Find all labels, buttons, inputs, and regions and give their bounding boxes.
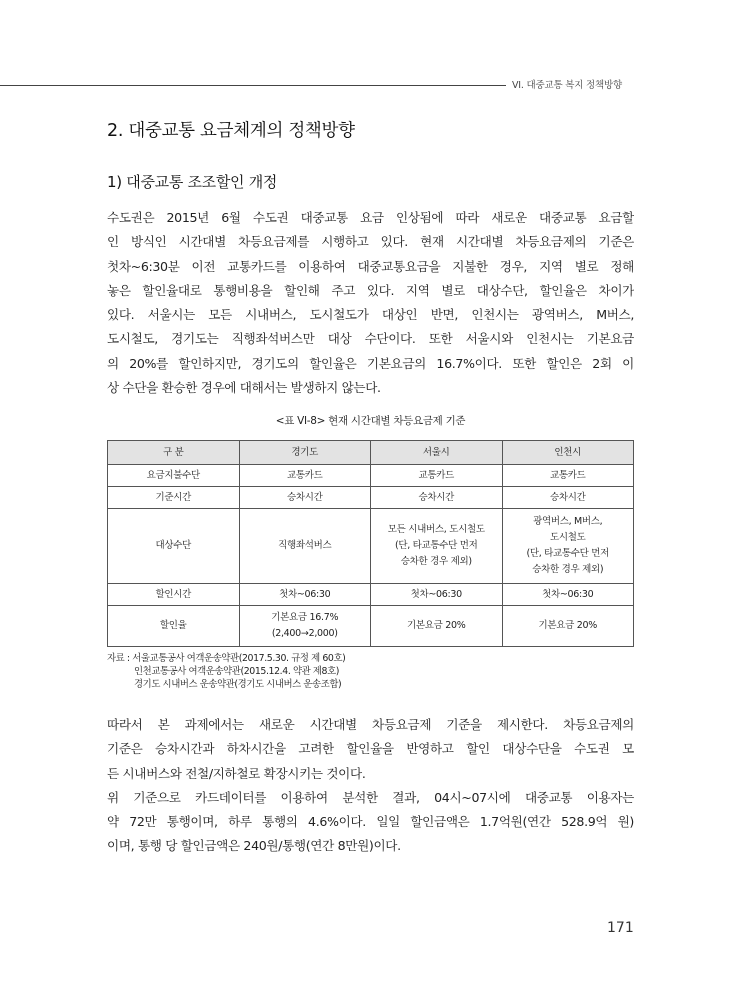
cell-text: 승차시간 (418, 491, 454, 503)
paragraph-line: 있다. 서울시는 모든 시내버스, 도시철도가 대상인 반면, 인천시는 광역버스, M버스, (107, 307, 634, 323)
table-row (108, 509, 634, 584)
paragraph-line: 수도권은 2015년 6월 수도권 대중교통 요금 인상됨에 따라 새로운 대중교통 요금할 (107, 210, 634, 225)
paragraph-line: 약 72만 통행이며, 하루 통행의 4.6%이다. 일일 할인금액은 1.7억원(연간 528.9억 원) (107, 814, 634, 830)
table-cell (502, 509, 634, 584)
table-caption: <표 VI-8> 현재 시간대별 차등요금제 기준 (275, 415, 466, 427)
cell-text: 승차시간 (549, 491, 586, 503)
cell-text: 직행좌석버스 (278, 540, 332, 551)
row-label: 기준시간 (108, 487, 240, 509)
source-line: 경기도 시내버스 운송약관(경기도 시내버스 운송조합) (134, 679, 342, 691)
table-cell (239, 509, 371, 584)
running-header: VI. 대중교통 복지 정책방향 (512, 80, 622, 91)
table-cell (239, 465, 371, 487)
table-cell (239, 487, 371, 509)
paragraph-line: 인 방식인 시간대별 차등요금제를 시행하고 있다. 현재 시간대별 차등요금제의 기준은 (107, 234, 634, 250)
table-row (108, 584, 634, 606)
source-text: 서울교통공사 여객운송약관(2017.5.30. 규정 제 60호) (132, 653, 346, 664)
table-cell (502, 584, 634, 606)
cell-text: 기본요금 20% (407, 620, 466, 631)
table-cell (502, 487, 634, 509)
table-cell (239, 584, 371, 606)
table-row (108, 606, 634, 647)
cell-text: 교통카드 (549, 469, 586, 481)
paragraph-line: 기준은 승차시간과 하차시간을 고려한 할인율을 반영하고 할인 대상수단을 수도권 모 (107, 741, 634, 757)
paragraph-line: 도시철도, 경기도는 직행좌석버스만 대상 수단이다. 또한 서울시와 인천시는 기본요금 (107, 331, 634, 347)
cell-text: 첫차~06:30 (279, 588, 331, 600)
cell-text: 도시철도 (549, 532, 586, 543)
body-paragraph-1 (107, 206, 634, 400)
table-header-cell: 경기도 (239, 441, 371, 465)
cell-text: (2,400→2,000) (271, 628, 338, 639)
cell-text: 기본요금 16.7% (271, 612, 339, 623)
table-row (108, 465, 634, 487)
table-header-cell: 구 분 (108, 441, 240, 465)
subsection-title: 1) 대중교통 조조할인 개정 (107, 173, 278, 191)
cell-text: 광역버스, M버스, (533, 516, 603, 527)
cell-text: (단, 타교통수단 먼저 (526, 548, 610, 559)
cell-text: 모든 시내버스, 도시철도 (387, 524, 485, 535)
row-label: 대상수단 (108, 509, 240, 584)
row-label: 할인율 (108, 606, 240, 647)
cell-text: (단, 타교통수단 먼저 (394, 540, 478, 551)
row-label: 요금지불수단 (108, 465, 240, 487)
source-line: 인천교통공사 여객운송약관(2015.12.4. 약관 제8호) (134, 666, 340, 678)
cell-text: 승차시간 (286, 491, 323, 503)
cell-text: 교통카드 (286, 469, 323, 481)
table-cell (371, 606, 503, 647)
table-header-row (108, 441, 634, 465)
row-label: 할인시간 (108, 584, 240, 606)
body-paragraph-2 (107, 713, 634, 859)
table-cell (371, 584, 503, 606)
cell-text: 교통카드 (418, 469, 454, 481)
paragraph-line: 이며, 통행 당 할인금액은 240원/통행(연간 8만원)이다. (107, 838, 401, 854)
table-header-cell: 인천시 (502, 441, 634, 465)
cell-text: 승차한 경우 제외) (532, 564, 604, 575)
paragraph-line: 의 20%를 할인하지만, 경기도의 할인율은 기본요금의 16.7%이다. 또한 할인은 2회 이 (107, 355, 634, 371)
table-cell (371, 509, 503, 584)
source-line (107, 652, 345, 665)
cell-text: 승차한 경우 제외) (400, 556, 472, 567)
paragraph-line: 놓은 할인율대로 통행비용을 할인해 주고 있다. 지역 별로 대상수단, 할인율은 차이가 (107, 282, 634, 298)
cell-text: 첫차~06:30 (410, 588, 462, 600)
paragraph-line: 위 기준으로 카드데이터를 이용하여 분석한 결과, 04시~07시에 대중교통 이용자는 (107, 789, 634, 805)
fare-policy-table (107, 440, 634, 647)
paragraph-line: 든 시내버스와 전철/지하철로 확장시키는 것이다. (107, 765, 366, 781)
table-cell (239, 606, 371, 647)
table-cell (502, 606, 634, 647)
table-cell (371, 465, 503, 487)
page-number: 171 (607, 920, 634, 936)
paragraph-line: 첫차~6:30분 이전 교통카드를 이용하여 대중교통요금을 지불한 경우, 지역 별로 정해 (107, 258, 634, 274)
paragraph-line: 따라서 본 과제에서는 새로운 시간대별 차등요금제 기준을 제시한다. 차등요금제의 (107, 717, 634, 732)
header-rule (0, 85, 506, 86)
table-row (108, 487, 634, 509)
cell-text: 기본요금 20% (538, 620, 597, 631)
source-prefix: 자료 : (107, 653, 133, 664)
paragraph-line: 상 수단을 환승한 경우에 대해서는 발생하지 않는다. (107, 380, 381, 396)
table-cell (502, 465, 634, 487)
section-title: 2. 대중교통 요금체계의 정책방향 (107, 121, 355, 141)
table-source-note (107, 652, 345, 692)
table-header-cell: 서울시 (371, 441, 503, 465)
cell-text: 첫차~06:30 (542, 588, 594, 600)
table-cell (371, 487, 503, 509)
